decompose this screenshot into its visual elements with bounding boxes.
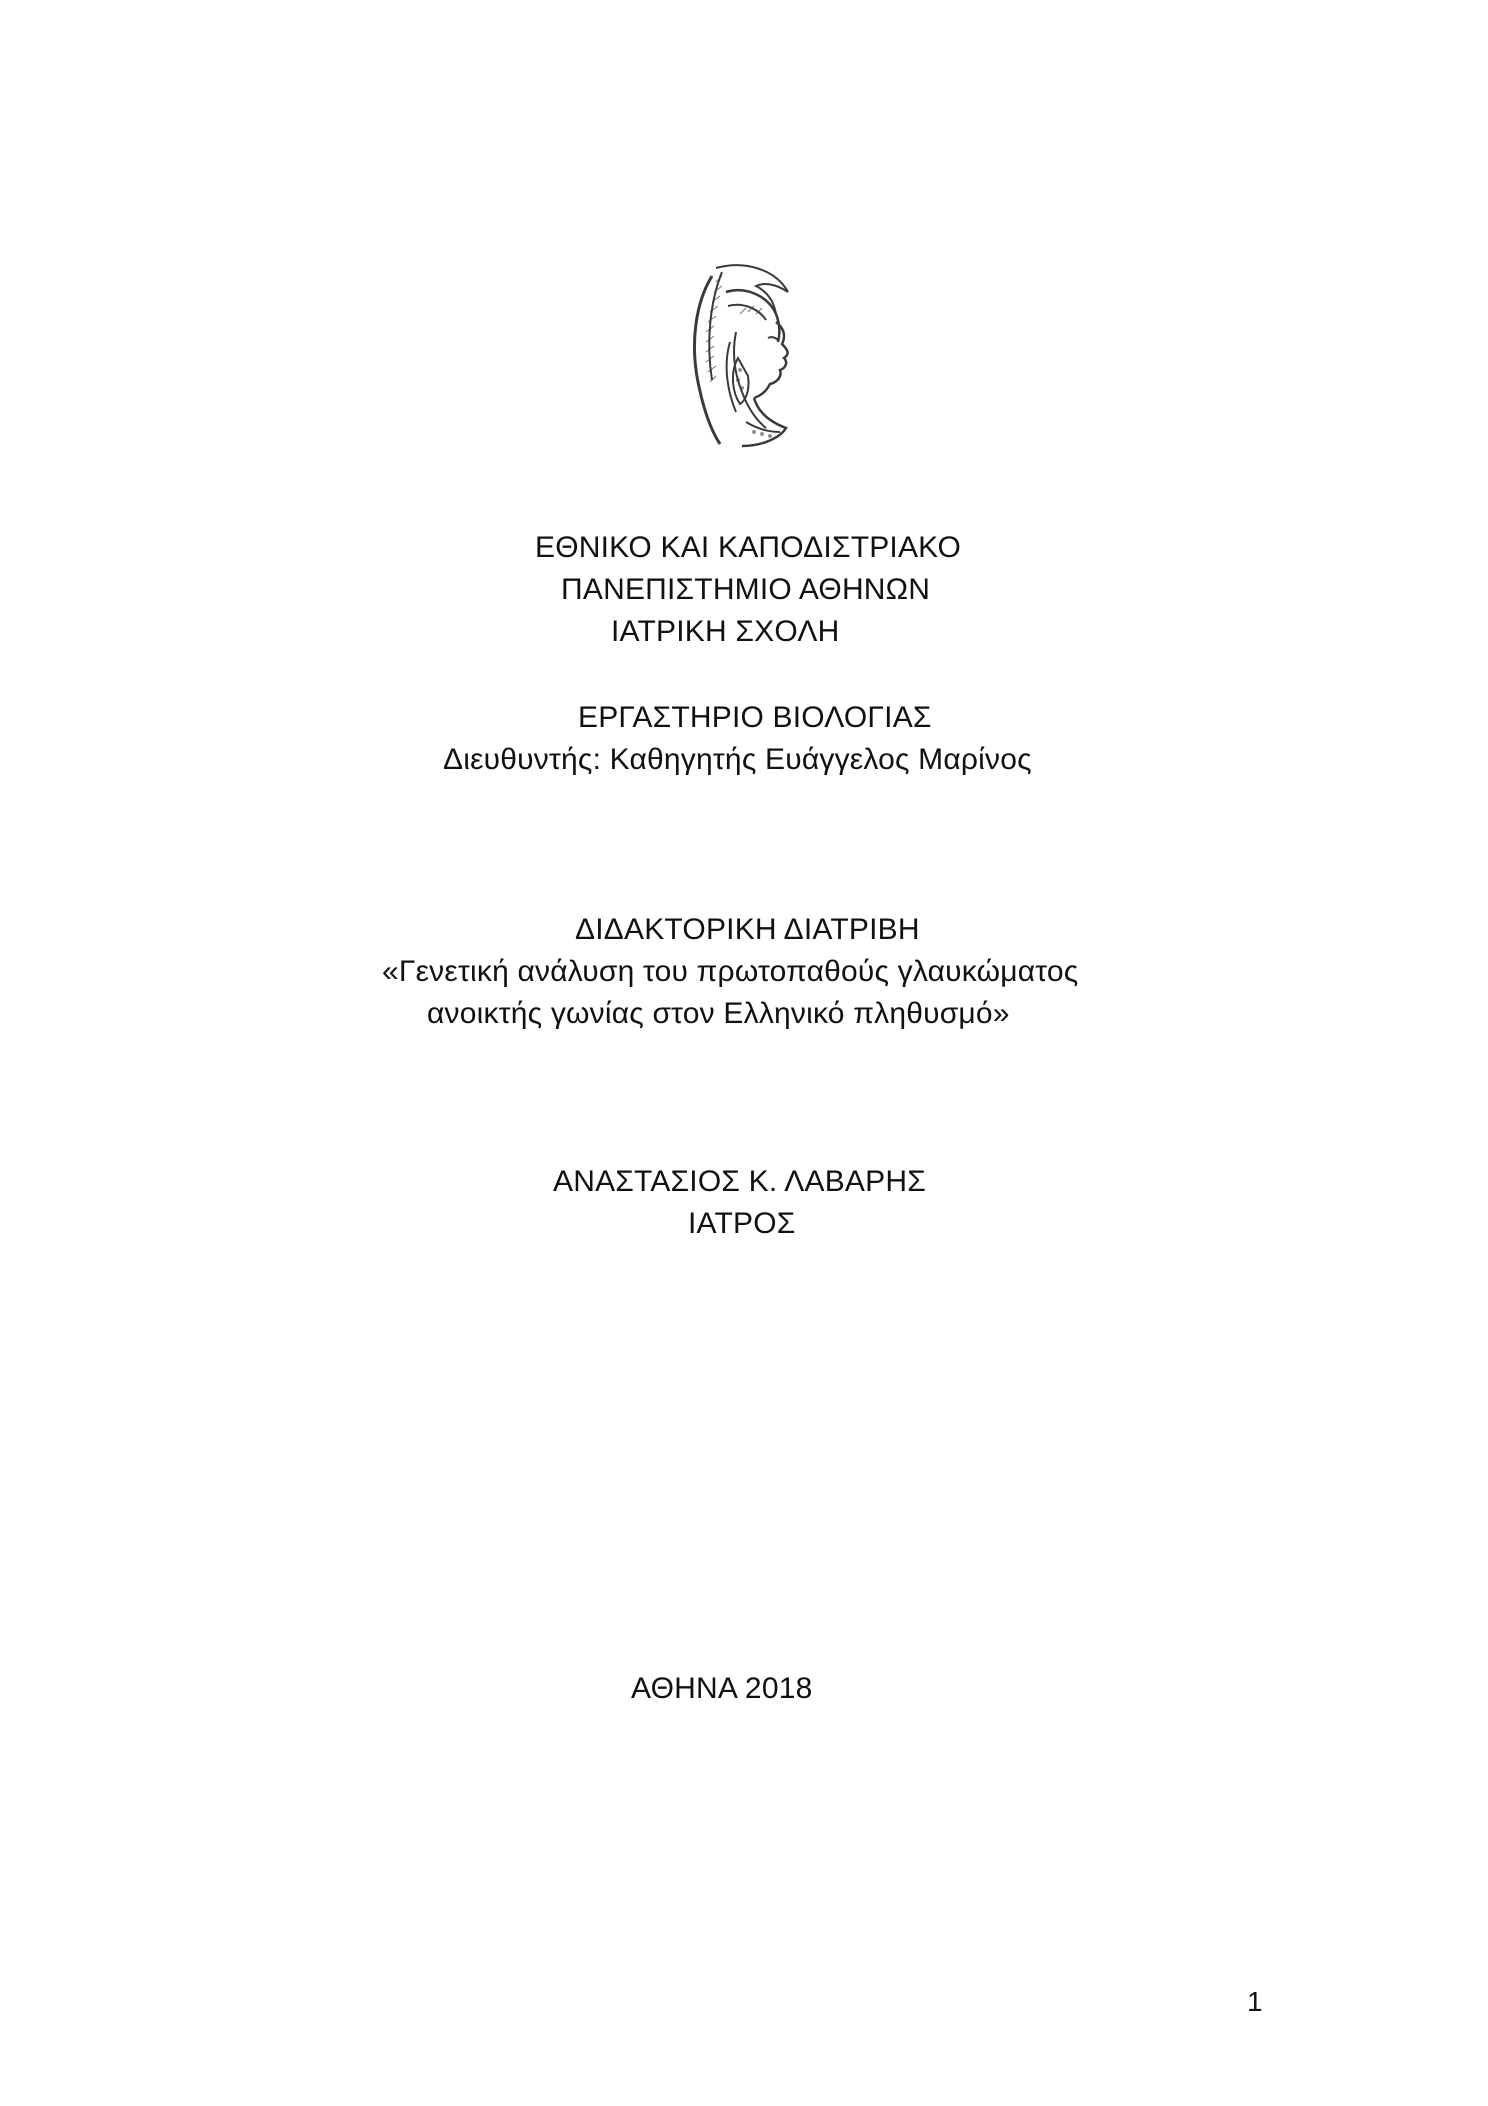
laboratory-name: ΕΡΓΑΣΤΗΡΙΟ ΒΙΟΛΟΓΙΑΣ — [578, 701, 932, 734]
page-number: 1 — [1247, 1986, 1263, 2017]
university-name-line1: ΕΘΝΙΚΟ ΚΑΙ ΚΑΠΟΔΙΣΤΡΙΑΚΟ — [535, 531, 962, 564]
thesis-title-line1: «Γενετική ανάλυση του πρωτοπαθούς γλαυκώματος — [382, 955, 1079, 988]
thesis-type: ΔΙΔΑΚΤΟΡΙΚΗ ΔΙΑΤΡΙΒΗ — [575, 913, 920, 946]
author-profession: ΙΑΤΡΟΣ — [688, 1207, 796, 1240]
thesis-title-line2: ανοικτής γωνίας στον Ελληνικό πληθυσμό» — [427, 997, 1010, 1030]
place-year: ΑΘΗΝΑ 2018 — [631, 1672, 813, 1705]
university-name-line2: ΠΑΝΕΠΙΣΤΗΜΙΟ ΑΘΗΝΩΝ — [561, 573, 931, 606]
athena-head-emblem-icon — [676, 262, 806, 450]
author-name: ΑΝΑΣΤΑΣΙΟΣ Κ. ΛΑΒΑΡΗΣ — [553, 1165, 926, 1198]
school-name: ΙΑΤΡΙΚΗ ΣΧΟΛΗ — [611, 615, 840, 648]
laboratory-director: Διευθυντής: Καθηγητής Ευάγγελος Μαρίνος — [443, 743, 1032, 776]
